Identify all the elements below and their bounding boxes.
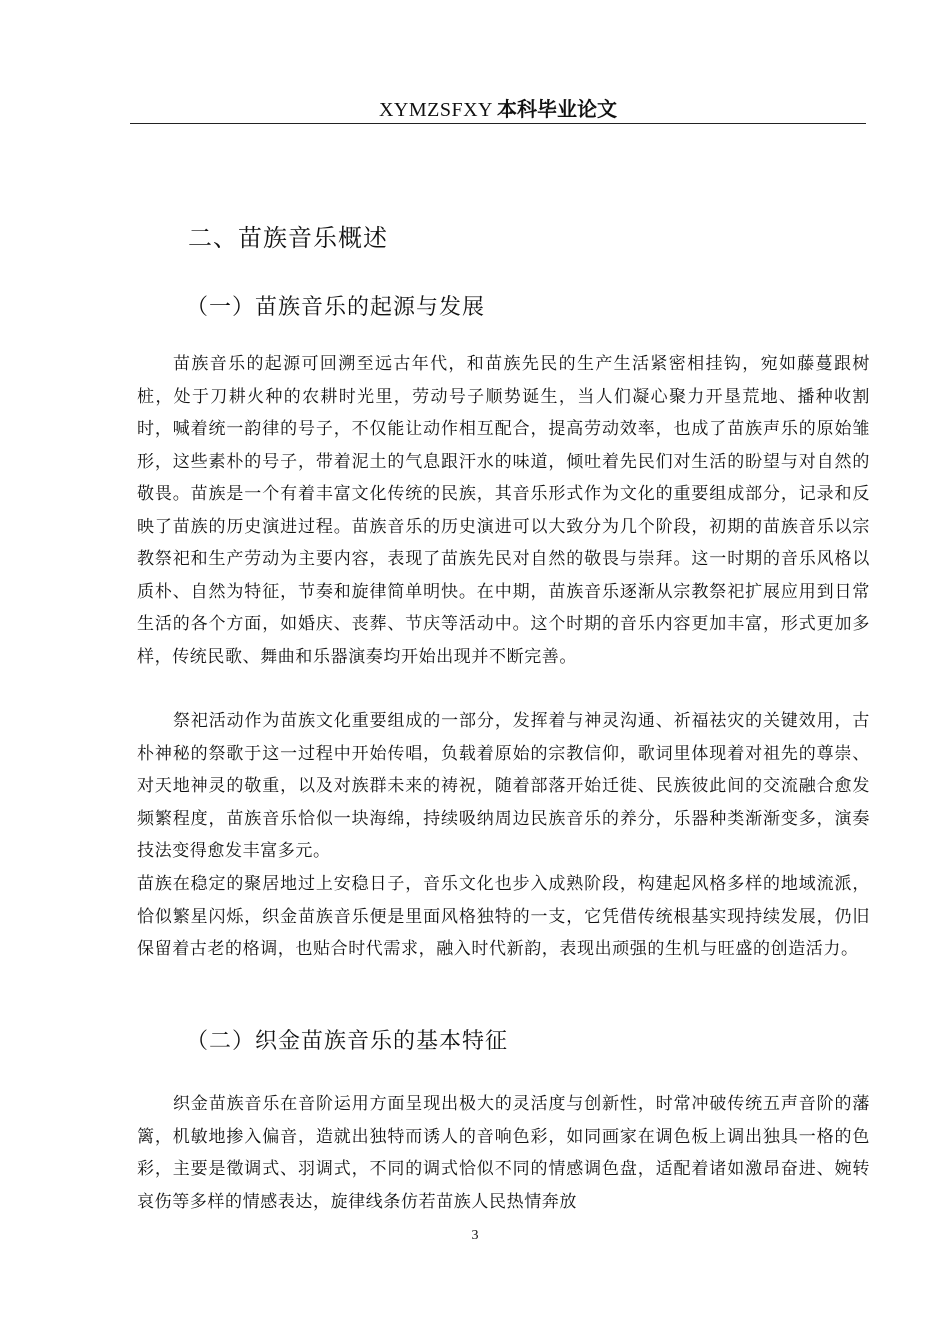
page-number: 3 xyxy=(471,1228,479,1243)
paragraph-scale-features: 织金苗族音乐在音阶运用方面呈现出极大的灵活度与创新性，时常冲破传统五声音阶的藩篱，机敏地掺入偏音，造就出独特而诱人的音响色彩，如同画家在调色板上调出独具一格的色彩，主要是徵调式、羽调式，不同的调式恰似不同的情感调色盘，适配着诸如激昂奋进、婉转哀伤等多样的情感表达，旋律线条仿若苗族人民热情奔放 xyxy=(137,1094,870,1212)
section-title-features: （二）织金苗族音乐的基本特征 xyxy=(186,1029,509,1054)
page-header xyxy=(130,96,866,124)
chapter-title: 二、苗族音乐概述 xyxy=(188,224,388,252)
header-code: XYMZSFXY xyxy=(378,99,494,121)
paragraph-maturity: 苗族在稳定的聚居地过上安稳日子，音乐文化也步入成熟阶段，构建起风格多样的地域流派，恰似繁星闪烁，织金苗族音乐便是里面风格独特的一支，它凭借传统根基实现持续发展，仍旧保留着古老的格调，也贴合时代需求，融入时代新韵，表现出顽强的生机与旺盛的创造活力。 xyxy=(137,874,870,959)
paragraph-ritual: 祭祀活动作为苗族文化重要组成的一部分，发挥着与神灵沟通、祈福祛灾的关键效用，古朴神秘的祭歌于这一过程中开始传唱，负载着原始的宗教信仰，歌词里体现着对祖先的尊崇、对天地神灵的敬重，以及对族群未来的祷祝，随着部落开始迁徙、民族彼此间的交流融合愈发频繁程度，苗族音乐恰似一块海绵，持续吸纳周边民族音乐的养分，乐器种类渐渐变多，演奏技法变得愈发丰富多元。 xyxy=(137,711,870,861)
section-title-origin: （一）苗族音乐的起源与发展 xyxy=(186,295,486,320)
paragraph-origin-history: 苗族音乐的起源可回溯至远古年代，和苗族先民的生产生活紧密相挂钩，宛如藤蔓跟树桩，处于刀耕火种的农耕时光里，劳动号子顺势诞生，当人们凝心聚力开垦荒地、播种收割时，喊着统一韵律的号子，不仅能让动作相互配合，提高劳动效率，也成了苗族声乐的原始雏形，这些素朴的号子，带着泥土的气息跟汗水的味道，倾吐着先民们对生活的盼望与对自然的敬畏。苗族是一个有着丰富文化传统的民族，其音乐形式作为文化的重要组成部分，记录和反映了苗族的历史演进过程。苗族音乐的历史演进可以大致分为几个阶段，初期的苗族音乐以宗教祭祀和生产劳动为主要内容，表现了苗族先民对自然的敬畏与崇拜。这一时期的音乐风格以质朴、自然为特征，节奏和旋律简单明快。在中期，苗族音乐逐渐从宗教祭祀扩展应用到日常生活的各个方面，如婚庆、丧葬、节庆等活动中。这个时期的音乐内容更加丰富，形式更加多样，传统民歌、舞曲和乐器演奏均开始出现并不断完善。 xyxy=(137,354,870,667)
header-label: 本科毕业论文 xyxy=(497,97,618,121)
